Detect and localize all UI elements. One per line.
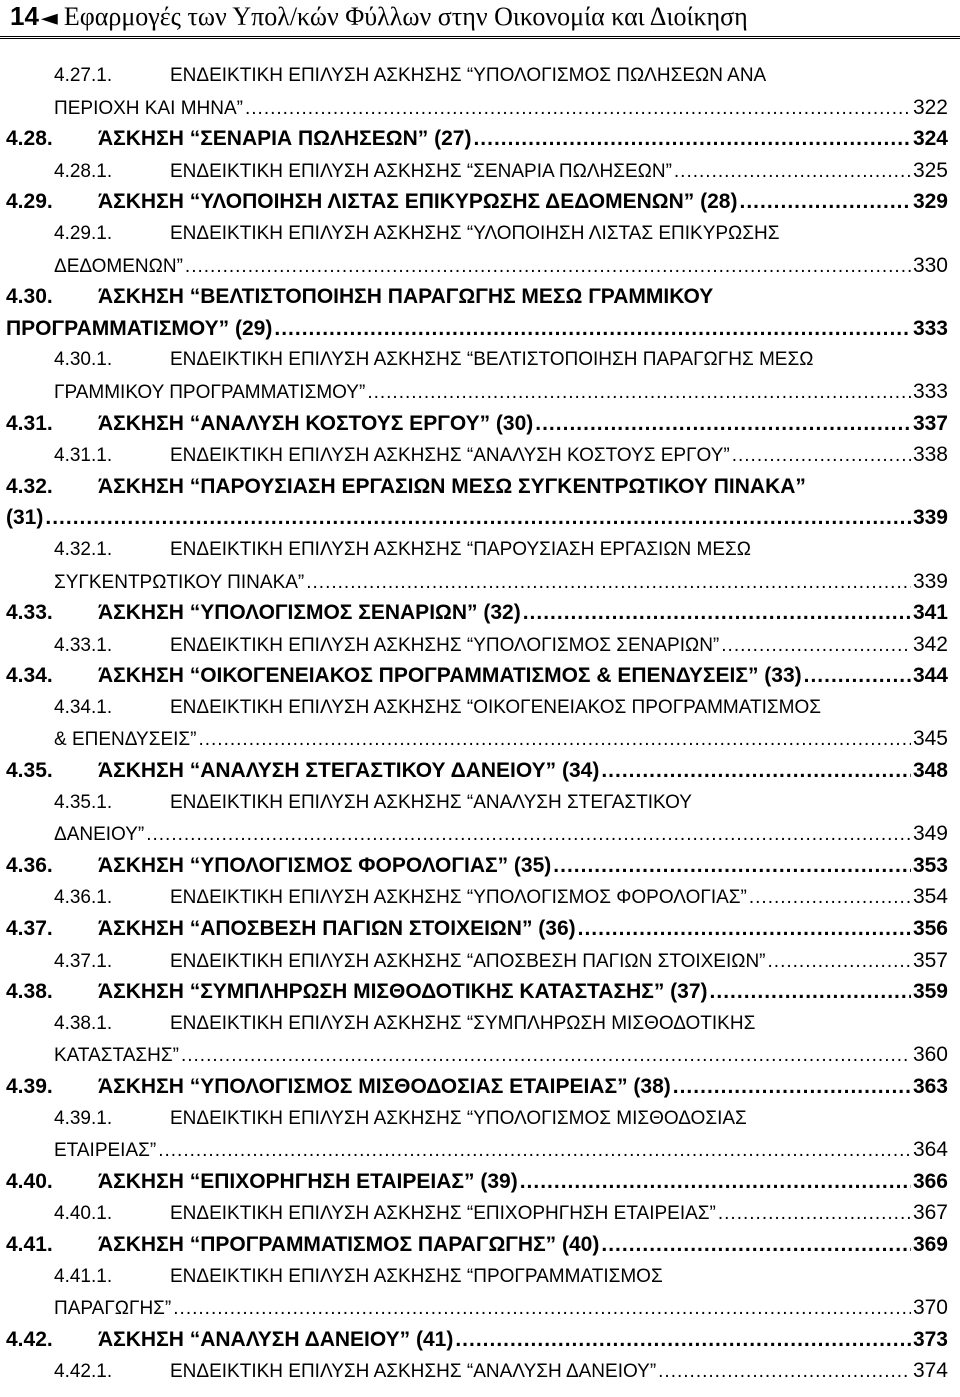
toc-page-number: 333 bbox=[912, 379, 948, 403]
toc-number: 4.42. bbox=[6, 1327, 53, 1351]
toc-title: ΕΝΔΕΙΚΤΙΚΗ ΕΠΙΛΥΣΗ ΑΣΚΗΣΗΣ “ΣΥΜΠΛΗΡΩΣΗ ΜΙΣΘΟΔΟΤΙΚΗΣ bbox=[170, 1012, 756, 1034]
toc-leader-dots bbox=[804, 660, 911, 692]
toc-page-number: 322 bbox=[912, 95, 948, 119]
toc-page-number: 339 bbox=[912, 569, 948, 593]
toc-subsection-entry[interactable] bbox=[0, 218, 960, 281]
toc-title: ΆΣΚΗΣΗ “ΑΠΟΣΒΕΣΗ ΠΑΓΙΩΝ ΣΤΟΙΧΕΙΩΝ” (36) bbox=[98, 917, 576, 941]
toc-page-number: 374 bbox=[912, 1359, 948, 1383]
toc-number: 4.41.1. bbox=[54, 1265, 113, 1287]
toc-subsection-entry[interactable] bbox=[0, 60, 960, 123]
toc-section-entry[interactable] bbox=[0, 1229, 960, 1261]
toc-subsection-entry[interactable] bbox=[0, 881, 960, 913]
toc-line bbox=[0, 1229, 960, 1261]
toc-title: ΕΝΔΕΙΚΤΙΚΗ ΕΠΙΛΥΣΗ ΑΣΚΗΣΗΣ “ΥΠΟΛΟΓΙΣΜΟΣ ΦΟΡΟΛΟΓΙΑΣ” bbox=[170, 887, 747, 909]
toc-title: ΓΡΑΜΜΙΚΟΥ ΠΡΟΓΡΑΜΜΑΤΙΣΜΟΥ” bbox=[54, 381, 366, 403]
toc-title: ΆΣΚΗΣΗ “ΥΠΟΛΟΓΙΣΜΟΣ ΦΟΡΟΛΟΓΙΑΣ” (35) bbox=[98, 853, 552, 877]
toc-title: ΕΝΔΕΙΚΤΙΚΗ ΕΠΙΛΥΣΗ ΑΣΚΗΣΗΣ “ΑΠΟΣΒΕΣΗ ΠΑΓΙΩΝ ΣΤΟΙΧΕΙΩΝ” bbox=[170, 950, 766, 972]
toc-leader-dots bbox=[718, 1198, 911, 1229]
toc-line bbox=[0, 660, 960, 692]
toc-leader-dots bbox=[173, 1293, 911, 1324]
toc-number: 4.34. bbox=[6, 664, 53, 688]
toc-number: 4.30.1. bbox=[54, 349, 113, 371]
left-arrow-icon: ◄ bbox=[40, 6, 58, 31]
toc-title: ΆΣΚΗΣΗ “ΥΠΟΛΟΓΙΣΜΟΣ ΣΕΝΑΡΙΩΝ” (32) bbox=[98, 601, 521, 625]
toc-leader-dots bbox=[146, 819, 911, 850]
toc-title: ΆΣΚΗΣΗ “ΑΝΑΛΥΣΗ ΣΤΕΓΑΣΤΙΚΟΥ ΔΑΝΕΙΟΥ” (34) bbox=[98, 759, 600, 783]
toc-page-number: 364 bbox=[912, 1138, 948, 1162]
toc-line bbox=[0, 597, 960, 629]
toc-number: 4.36.1. bbox=[54, 887, 113, 909]
toc-title: ΆΣΚΗΣΗ “ΣΥΜΠΛΗΡΩΣΗ ΜΙΣΘΟΔΟΤΙΚΗΣ ΚΑΤΑΣΤΑΣΗΣ” (37) bbox=[98, 980, 708, 1004]
toc-subsection-entry[interactable] bbox=[0, 155, 960, 187]
toc-subsection-entry[interactable] bbox=[0, 1261, 960, 1324]
toc-title: ΔΕΔΟΜΕΝΩΝ” bbox=[54, 255, 183, 277]
toc-page-number: 324 bbox=[912, 127, 948, 151]
toc-line bbox=[0, 439, 960, 471]
toc-leader-dots bbox=[601, 1229, 911, 1261]
toc-page-number: 329 bbox=[912, 190, 948, 214]
toc-line bbox=[0, 313, 960, 345]
toc-subsection-entry[interactable] bbox=[0, 945, 960, 977]
header-line bbox=[10, 0, 748, 32]
toc-number: 4.38.1. bbox=[54, 1012, 113, 1034]
toc-number: 4.33. bbox=[6, 601, 53, 625]
toc-number: 4.32. bbox=[6, 474, 53, 498]
toc-title: ΆΣΚΗΣΗ “ΥΛΟΠΟΙΗΣΗ ΛΙΣΤΑΣ ΕΠΙΚΥΡΩΣΗΣ ΔΕΔΟΜΕΝΩΝ” (28) bbox=[98, 190, 738, 214]
toc-number: 4.30. bbox=[6, 285, 53, 309]
toc-leader-dots bbox=[473, 123, 911, 155]
toc-line bbox=[0, 534, 960, 566]
toc-number: 4.39.1. bbox=[54, 1107, 113, 1129]
toc-leader-dots bbox=[710, 976, 911, 1008]
toc-title: ΆΣΚΗΣΗ “ΣΕΝΑΡΙΑ ΠΩΛΗΣΕΩΝ” (27) bbox=[98, 127, 472, 151]
toc-line bbox=[0, 566, 960, 598]
toc-line bbox=[0, 787, 960, 819]
toc-page-number: 357 bbox=[912, 948, 948, 972]
toc-section-entry[interactable] bbox=[0, 1166, 960, 1198]
toc-title: ΕΝΔΕΙΚΤΙΚΗ ΕΠΙΛΥΣΗ ΑΣΚΗΣΗΣ “ΠΡΟΓΡΑΜΜΑΤΙΣΜΟΣ bbox=[170, 1265, 663, 1287]
toc-leader-dots bbox=[185, 251, 911, 282]
toc-leader-dots bbox=[520, 1166, 911, 1198]
toc-line bbox=[0, 881, 960, 913]
toc-title: ΕΝΔΕΙΚΤΙΚΗ ΕΠΙΛΥΣΗ ΑΣΚΗΣΗΣ “ΥΠΟΛΟΓΙΣΜΟΣ ΣΕΝΑΡΙΩΝ” bbox=[170, 634, 720, 656]
toc-page-number: 325 bbox=[912, 158, 948, 182]
toc-page-number: 359 bbox=[912, 980, 948, 1004]
toc-line bbox=[0, 1039, 960, 1071]
toc-subsection-entry[interactable] bbox=[0, 1355, 960, 1387]
toc-title: ΠΑΡΑΓΩΓΗΣ” bbox=[54, 1298, 172, 1320]
toc-page-number: 367 bbox=[912, 1201, 948, 1225]
toc-title: ΆΣΚΗΣΗ “ΑΝΑΛΥΣΗ ΔΑΝΕΙΟΥ” (41) bbox=[98, 1327, 454, 1351]
toc-number: 4.40.1. bbox=[54, 1203, 113, 1225]
toc-subsection-entry[interactable] bbox=[0, 534, 960, 597]
toc-leader-dots bbox=[768, 946, 911, 977]
toc-leader-dots bbox=[367, 377, 911, 408]
toc-line bbox=[0, 344, 960, 376]
toc-subsection-entry[interactable] bbox=[0, 629, 960, 661]
toc-number: 4.31. bbox=[6, 411, 53, 435]
toc-leader-dots bbox=[535, 408, 911, 440]
toc-subsection-entry[interactable] bbox=[0, 1103, 960, 1166]
toc-line bbox=[0, 1292, 960, 1324]
toc-line bbox=[0, 408, 960, 440]
toc-page-number: 356 bbox=[912, 917, 948, 941]
toc-line bbox=[0, 1103, 960, 1135]
toc-leader-dots bbox=[198, 724, 910, 755]
toc-title: & ΕΠΕΝΔΥΣΕΙΣ” bbox=[54, 729, 197, 751]
page-number: 14 bbox=[10, 1, 39, 31]
toc-page-number: 337 bbox=[912, 411, 948, 435]
toc-title: ΕΝΔΕΙΚΤΙΚΗ ΕΠΙΛΥΣΗ ΑΣΚΗΣΗΣ “ΠΑΡΟΥΣΙΑΣΗ ΕΡΓΑΣΙΩΝ ΜΕΣΩ bbox=[170, 538, 751, 560]
toc-section-entry[interactable] bbox=[0, 850, 960, 882]
toc-title: ΕΝΔΕΙΚΤΙΚΗ ΕΠΙΛΥΣΗ ΑΣΚΗΣΗΣ “ΑΝΑΛΥΣΗ ΔΑΝΕΙΟΥ” bbox=[170, 1361, 657, 1383]
toc-title: ΕΝΔΕΙΚΤΙΚΗ ΕΠΙΛΥΣΗ ΑΣΚΗΣΗΣ “ΑΝΑΛΥΣΗ ΣΤΕΓΑΣΤΙΚΟΥ bbox=[170, 791, 692, 813]
toc-section-entry[interactable] bbox=[0, 123, 960, 155]
toc-title: ΠΡΟΓΡΑΜΜΑΤΙΣΜΟΥ” (29) bbox=[6, 316, 273, 340]
toc-leader-dots bbox=[45, 502, 911, 534]
toc-page-number: 360 bbox=[912, 1043, 948, 1067]
toc-line bbox=[0, 123, 960, 155]
toc-subsection-entry[interactable] bbox=[0, 439, 960, 471]
toc-title: ΕΝΔΕΙΚΤΙΚΗ ΕΠΙΛΥΣΗ ΑΣΚΗΣΗΣ “ΑΝΑΛΥΣΗ ΚΟΣΤΟΥΣ ΕΡΓΟΥ” bbox=[170, 445, 730, 467]
toc-line bbox=[0, 692, 960, 724]
toc-title: ΚΑΤΑΣΤΑΣΗΣ” bbox=[54, 1045, 179, 1067]
toc-number: 4.34.1. bbox=[54, 696, 113, 718]
toc-title: ΕΝΔΕΙΚΤΙΚΗ ΕΠΙΛΥΣΗ ΑΣΚΗΣΗΣ “ΥΛΟΠΟΙΗΣΗ ΛΙΣΤΑΣ ΕΠΙΚΥΡΩΣΗΣ bbox=[170, 222, 780, 244]
toc-section-entry[interactable] bbox=[0, 913, 960, 945]
toc-line bbox=[0, 186, 960, 218]
toc-number: 4.31.1. bbox=[54, 445, 113, 467]
toc-line bbox=[0, 281, 960, 313]
toc-line bbox=[0, 850, 960, 882]
toc-page-number: 363 bbox=[912, 1075, 948, 1098]
toc-line bbox=[0, 218, 960, 250]
toc-title: ΔΑΝΕΙΟΥ” bbox=[54, 824, 145, 846]
toc-section-entry[interactable] bbox=[0, 1324, 960, 1356]
toc-line bbox=[0, 818, 960, 850]
toc-title: ΣΥΓΚΕΝΤΡΩΤΙΚΟΥ ΠΙΝΑΚΑ” bbox=[54, 571, 305, 593]
toc-page-number: 348 bbox=[912, 759, 948, 783]
toc-title: ΕΝΔΕΙΚΤΙΚΗ ΕΠΙΛΥΣΗ ΑΣΚΗΣΗΣ “ΟΙΚΟΓΕΝΕΙΑΚΟΣ ΠΡΟΓΡΑΜΜΑΤΙΣΜΟΣ bbox=[170, 696, 821, 718]
toc-page-number: 366 bbox=[912, 1169, 948, 1193]
toc-leader-dots bbox=[721, 630, 911, 661]
toc-section-entry[interactable] bbox=[0, 471, 960, 534]
toc-leader-dots bbox=[553, 850, 911, 882]
toc-page-number: 349 bbox=[912, 822, 948, 846]
toc-title: ΠΕΡΙΟΧΗ ΚΑΙ ΜΗΝΑ” bbox=[54, 97, 243, 119]
toc-number: 4.37.1. bbox=[54, 950, 113, 972]
toc-title: ΆΣΚΗΣΗ “ΥΠΟΛΟΓΙΣΜΟΣ ΜΙΣΘΟΔΟΣΙΑΣ ΕΤΑΙΡΕΙΑΣ” (38) bbox=[98, 1075, 671, 1098]
toc-line bbox=[0, 1008, 960, 1040]
toc-number: 4.35. bbox=[6, 759, 53, 783]
running-title: Εφαρμογές των Υπολ/κών Φύλλων στην Οικονομία και Διοίκηση bbox=[63, 2, 748, 31]
toc-leader-dots bbox=[732, 440, 911, 471]
toc-page-number: 333 bbox=[912, 316, 948, 340]
toc-leader-dots bbox=[306, 567, 911, 598]
toc-line bbox=[0, 376, 960, 408]
toc-leader-dots bbox=[658, 1356, 911, 1387]
toc-title: ΆΣΚΗΣΗ “ΕΠΙΧΟΡΗΓΗΣΗ ΕΤΑΙΡΕΙΑΣ” (39) bbox=[98, 1169, 518, 1193]
toc-leader-dots bbox=[749, 882, 911, 913]
toc-line bbox=[0, 1324, 960, 1356]
toc-page-number: 330 bbox=[912, 253, 948, 277]
toc-page-number: 354 bbox=[912, 885, 948, 909]
toc-number: 4.28. bbox=[6, 127, 53, 151]
toc-number: 4.35.1. bbox=[54, 791, 113, 813]
toc-section-entry[interactable] bbox=[0, 660, 960, 692]
toc-page-number: 342 bbox=[912, 632, 948, 656]
toc-number: 4.29.1. bbox=[54, 222, 113, 244]
toc-page-number: 345 bbox=[912, 727, 948, 751]
toc-line bbox=[0, 1197, 960, 1229]
toc-leader-dots bbox=[673, 1071, 911, 1103]
toc-number: 4.36. bbox=[6, 853, 53, 877]
toc-leader-dots bbox=[455, 1324, 911, 1356]
toc-leader-dots bbox=[158, 1135, 911, 1166]
toc-title: ΆΣΚΗΣΗ “ΒΕΛΤΙΣΤΟΠΟΙΗΣΗ ΠΑΡΑΓΩΓΗΣ ΜΕΣΩ ΓΡΑΜΜΙΚΟΥ bbox=[98, 285, 714, 309]
toc-leader-dots bbox=[245, 93, 911, 124]
toc-line bbox=[0, 471, 960, 503]
toc-line bbox=[0, 1261, 960, 1293]
toc-line bbox=[0, 155, 960, 187]
toc-title: ΕΝΔΕΙΚΤΙΚΗ ΕΠΙΛΥΣΗ ΑΣΚΗΣΗΣ “ΥΠΟΛΟΓΙΣΜΟΣ ΜΙΣΘΟΔΟΣΙΑΣ bbox=[170, 1107, 747, 1129]
toc-subsection-entry[interactable] bbox=[0, 787, 960, 850]
toc-section-entry[interactable] bbox=[0, 281, 960, 344]
toc-line bbox=[0, 913, 960, 945]
toc-section-entry[interactable] bbox=[0, 1071, 960, 1103]
toc-page-number: 344 bbox=[912, 664, 948, 688]
toc-title: (31) bbox=[6, 506, 44, 530]
toc-title: ΕΝΔΕΙΚΤΙΚΗ ΕΠΙΛΥΣΗ ΑΣΚΗΣΗΣ “ΒΕΛΤΙΣΤΟΠΟΙΗΣΗ ΠΑΡΑΓΩΓΗΣ ΜΕΣΩ bbox=[170, 349, 814, 371]
toc-page-number: 369 bbox=[912, 1232, 948, 1256]
toc-page-number: 339 bbox=[912, 506, 948, 530]
toc-number: 4.29. bbox=[6, 190, 53, 214]
toc-number: 4.27.1. bbox=[54, 65, 113, 86]
toc-page-number: 338 bbox=[912, 443, 948, 467]
table-of-contents bbox=[0, 60, 960, 1387]
toc-subsection-entry[interactable] bbox=[0, 692, 960, 755]
toc-title: ΕΝΔΕΙΚΤΙΚΗ ΕΠΙΛΥΣΗ ΑΣΚΗΣΗΣ “ΥΠΟΛΟΓΙΣΜΟΣ ΠΩΛΗΣΕΩΝ ΑΝΑ bbox=[170, 65, 767, 86]
toc-line bbox=[0, 250, 960, 282]
toc-line bbox=[0, 945, 960, 977]
toc-page-number: 373 bbox=[912, 1327, 948, 1351]
toc-line bbox=[0, 976, 960, 1008]
toc-leader-dots bbox=[274, 313, 911, 345]
toc-leader-dots bbox=[523, 597, 911, 629]
toc-line bbox=[0, 1134, 960, 1166]
toc-title: ΆΣΚΗΣΗ “ΠΡΟΓΡΑΜΜΑΤΙΣΜΟΣ ΠΑΡΑΓΩΓΗΣ” (40) bbox=[98, 1232, 600, 1256]
toc-number: 4.40. bbox=[6, 1169, 53, 1193]
toc-line bbox=[0, 629, 960, 661]
toc-page-number: 353 bbox=[912, 853, 948, 877]
toc-number: 4.37. bbox=[6, 917, 53, 941]
toc-title: ΆΣΚΗΣΗ “ΑΝΑΛΥΣΗ ΚΟΣΤΟΥΣ ΕΡΓΟΥ” (30) bbox=[98, 411, 534, 435]
toc-leader-dots bbox=[674, 156, 911, 187]
toc-page-number: 341 bbox=[912, 601, 948, 625]
toc-title: ΆΣΚΗΣΗ “ΠΑΡΟΥΣΙΑΣΗ ΕΡΓΑΣΙΩΝ ΜΕΣΩ ΣΥΓΚΕΝΤΡΩΤΙΚΟΥ ΠΙΝΑΚΑ” bbox=[98, 474, 806, 498]
toc-number: 4.41. bbox=[6, 1232, 53, 1256]
toc-number: 4.38. bbox=[6, 980, 53, 1004]
toc-leader-dots bbox=[181, 1040, 911, 1071]
toc-number: 4.32.1. bbox=[54, 538, 113, 560]
toc-line bbox=[0, 502, 960, 534]
toc-page-number: 370 bbox=[912, 1296, 948, 1320]
toc-line bbox=[0, 755, 960, 787]
toc-line bbox=[0, 1166, 960, 1198]
toc-section-entry[interactable] bbox=[0, 976, 960, 1008]
toc-number: 4.42.1. bbox=[54, 1361, 113, 1383]
toc-number: 4.33.1. bbox=[54, 634, 113, 656]
toc-section-entry[interactable] bbox=[0, 597, 960, 629]
toc-section-entry[interactable] bbox=[0, 186, 960, 218]
toc-leader-dots bbox=[739, 186, 910, 218]
toc-number: 4.28.1. bbox=[54, 160, 113, 182]
toc-subsection-entry[interactable] bbox=[0, 344, 960, 407]
page-header bbox=[0, 0, 960, 46]
toc-line bbox=[0, 1071, 960, 1103]
toc-leader-dots bbox=[601, 755, 911, 787]
toc-title: ΆΣΚΗΣΗ “ΟΙΚΟΓΕΝΕΙΑΚΟΣ ΠΡΟΓΡΑΜΜΑΤΙΣΜΟΣ & ΕΠΕΝΔΥΣΕΙΣ” (33) bbox=[98, 664, 802, 688]
toc-title: ΕΝΔΕΙΚΤΙΚΗ ΕΠΙΛΥΣΗ ΑΣΚΗΣΗΣ “ΣΕΝΑΡΙΑ ΠΩΛΗΣΕΩΝ” bbox=[170, 160, 672, 182]
toc-leader-dots bbox=[578, 913, 911, 945]
toc-number: 4.39. bbox=[6, 1075, 53, 1098]
toc-section-entry[interactable] bbox=[0, 408, 960, 440]
toc-subsection-entry[interactable] bbox=[0, 1197, 960, 1229]
header-rule bbox=[0, 36, 960, 39]
toc-title: ΕΝΔΕΙΚΤΙΚΗ ΕΠΙΛΥΣΗ ΑΣΚΗΣΗΣ “ΕΠΙΧΟΡΗΓΗΣΗ ΕΤΑΙΡΕΙΑΣ” bbox=[170, 1203, 716, 1225]
toc-line bbox=[0, 60, 960, 92]
toc-subsection-entry[interactable] bbox=[0, 1008, 960, 1071]
toc-title: ΕΤΑΙΡΕΙΑΣ” bbox=[54, 1140, 157, 1162]
toc-section-entry[interactable] bbox=[0, 755, 960, 787]
toc-line bbox=[0, 92, 960, 124]
toc-line bbox=[0, 723, 960, 755]
toc-line bbox=[0, 1355, 960, 1387]
